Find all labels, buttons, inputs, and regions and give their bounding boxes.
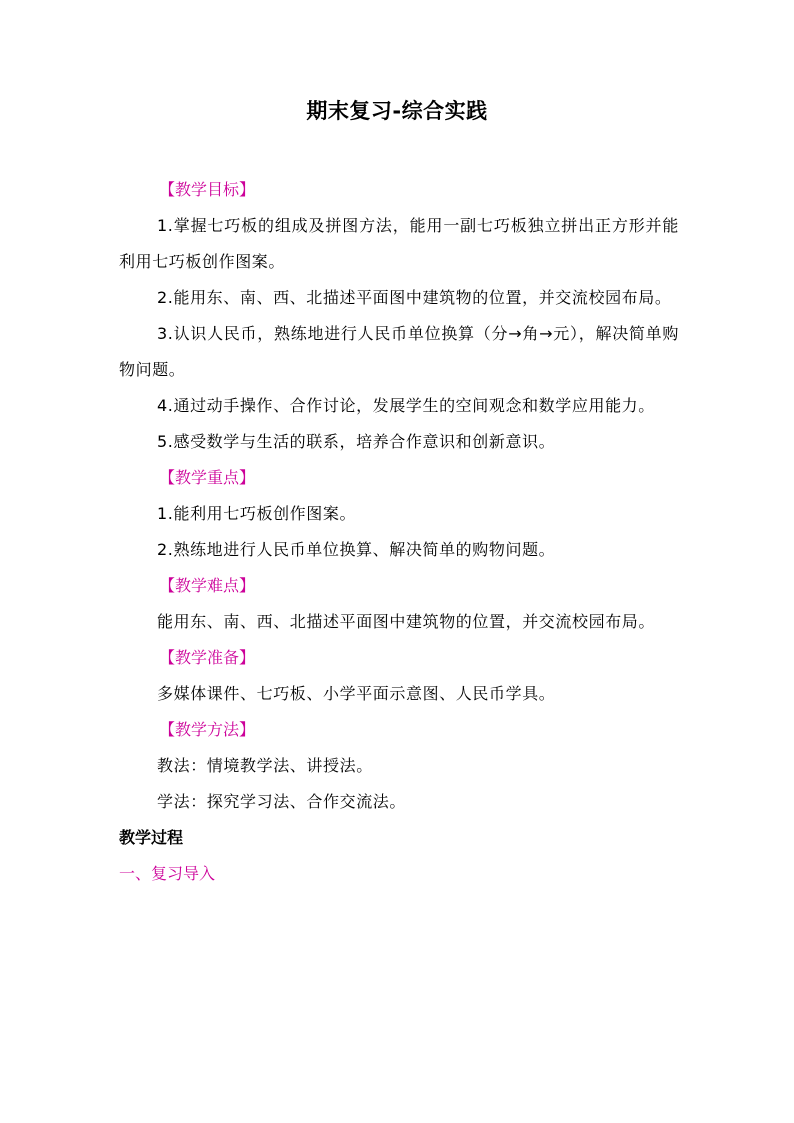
section-heading-methods: 【教学方法】 [159,720,256,739]
objective-item-4: 4.通过动手操作、合作讨论，发展学生的空间观念和数学应用能力。 [157,396,655,415]
process-subtitle: 一、复习导入 [119,864,216,883]
document-body [119,172,679,892]
document-title: 期末复习-综合实践 [306,99,488,123]
section-heading-objectives: 【教学目标】 [159,180,256,199]
section-heading-difficulties: 【教学难点】 [159,576,256,595]
method-item-2: 学法：探究学习法、合作交流法。 [157,792,407,811]
method-item-1: 教法：情境教学法、讲授法。 [157,756,373,775]
key-point-item-1: 1.能利用七巧板创作图案。 [157,504,357,523]
process-title: 教学过程 [119,828,184,847]
objective-item-5: 5.感受数学与生活的联系，培养合作意识和创新意识。 [157,432,556,451]
objective-item-3: 3.认识人民币，熟练地进行人民币单位换算（分→角→元），解决简单购物问题。 [119,324,679,379]
section-heading-key-points: 【教学重点】 [159,468,256,487]
preparation-item-1: 多媒体课件、七巧板、小学平面示意图、人民币学具。 [157,684,556,703]
section-heading-preparation: 【教学准备】 [159,648,256,667]
key-point-item-2: 2.熟练地进行人民币单位换算、解决简单的购物问题。 [157,540,556,559]
objective-item-1: 1.掌握七巧板的组成及拼图方法，能用一副七巧板独立拼出正方形并能利用七巧板创作图案。 [119,216,679,271]
objective-item-2: 2.能用东、南、西、北描述平面图中建筑物的位置，并交流校园布局。 [157,288,672,307]
difficulty-item-1: 能用东、南、西、北描述平面图中建筑物的位置，并交流校园布局。 [157,612,656,631]
